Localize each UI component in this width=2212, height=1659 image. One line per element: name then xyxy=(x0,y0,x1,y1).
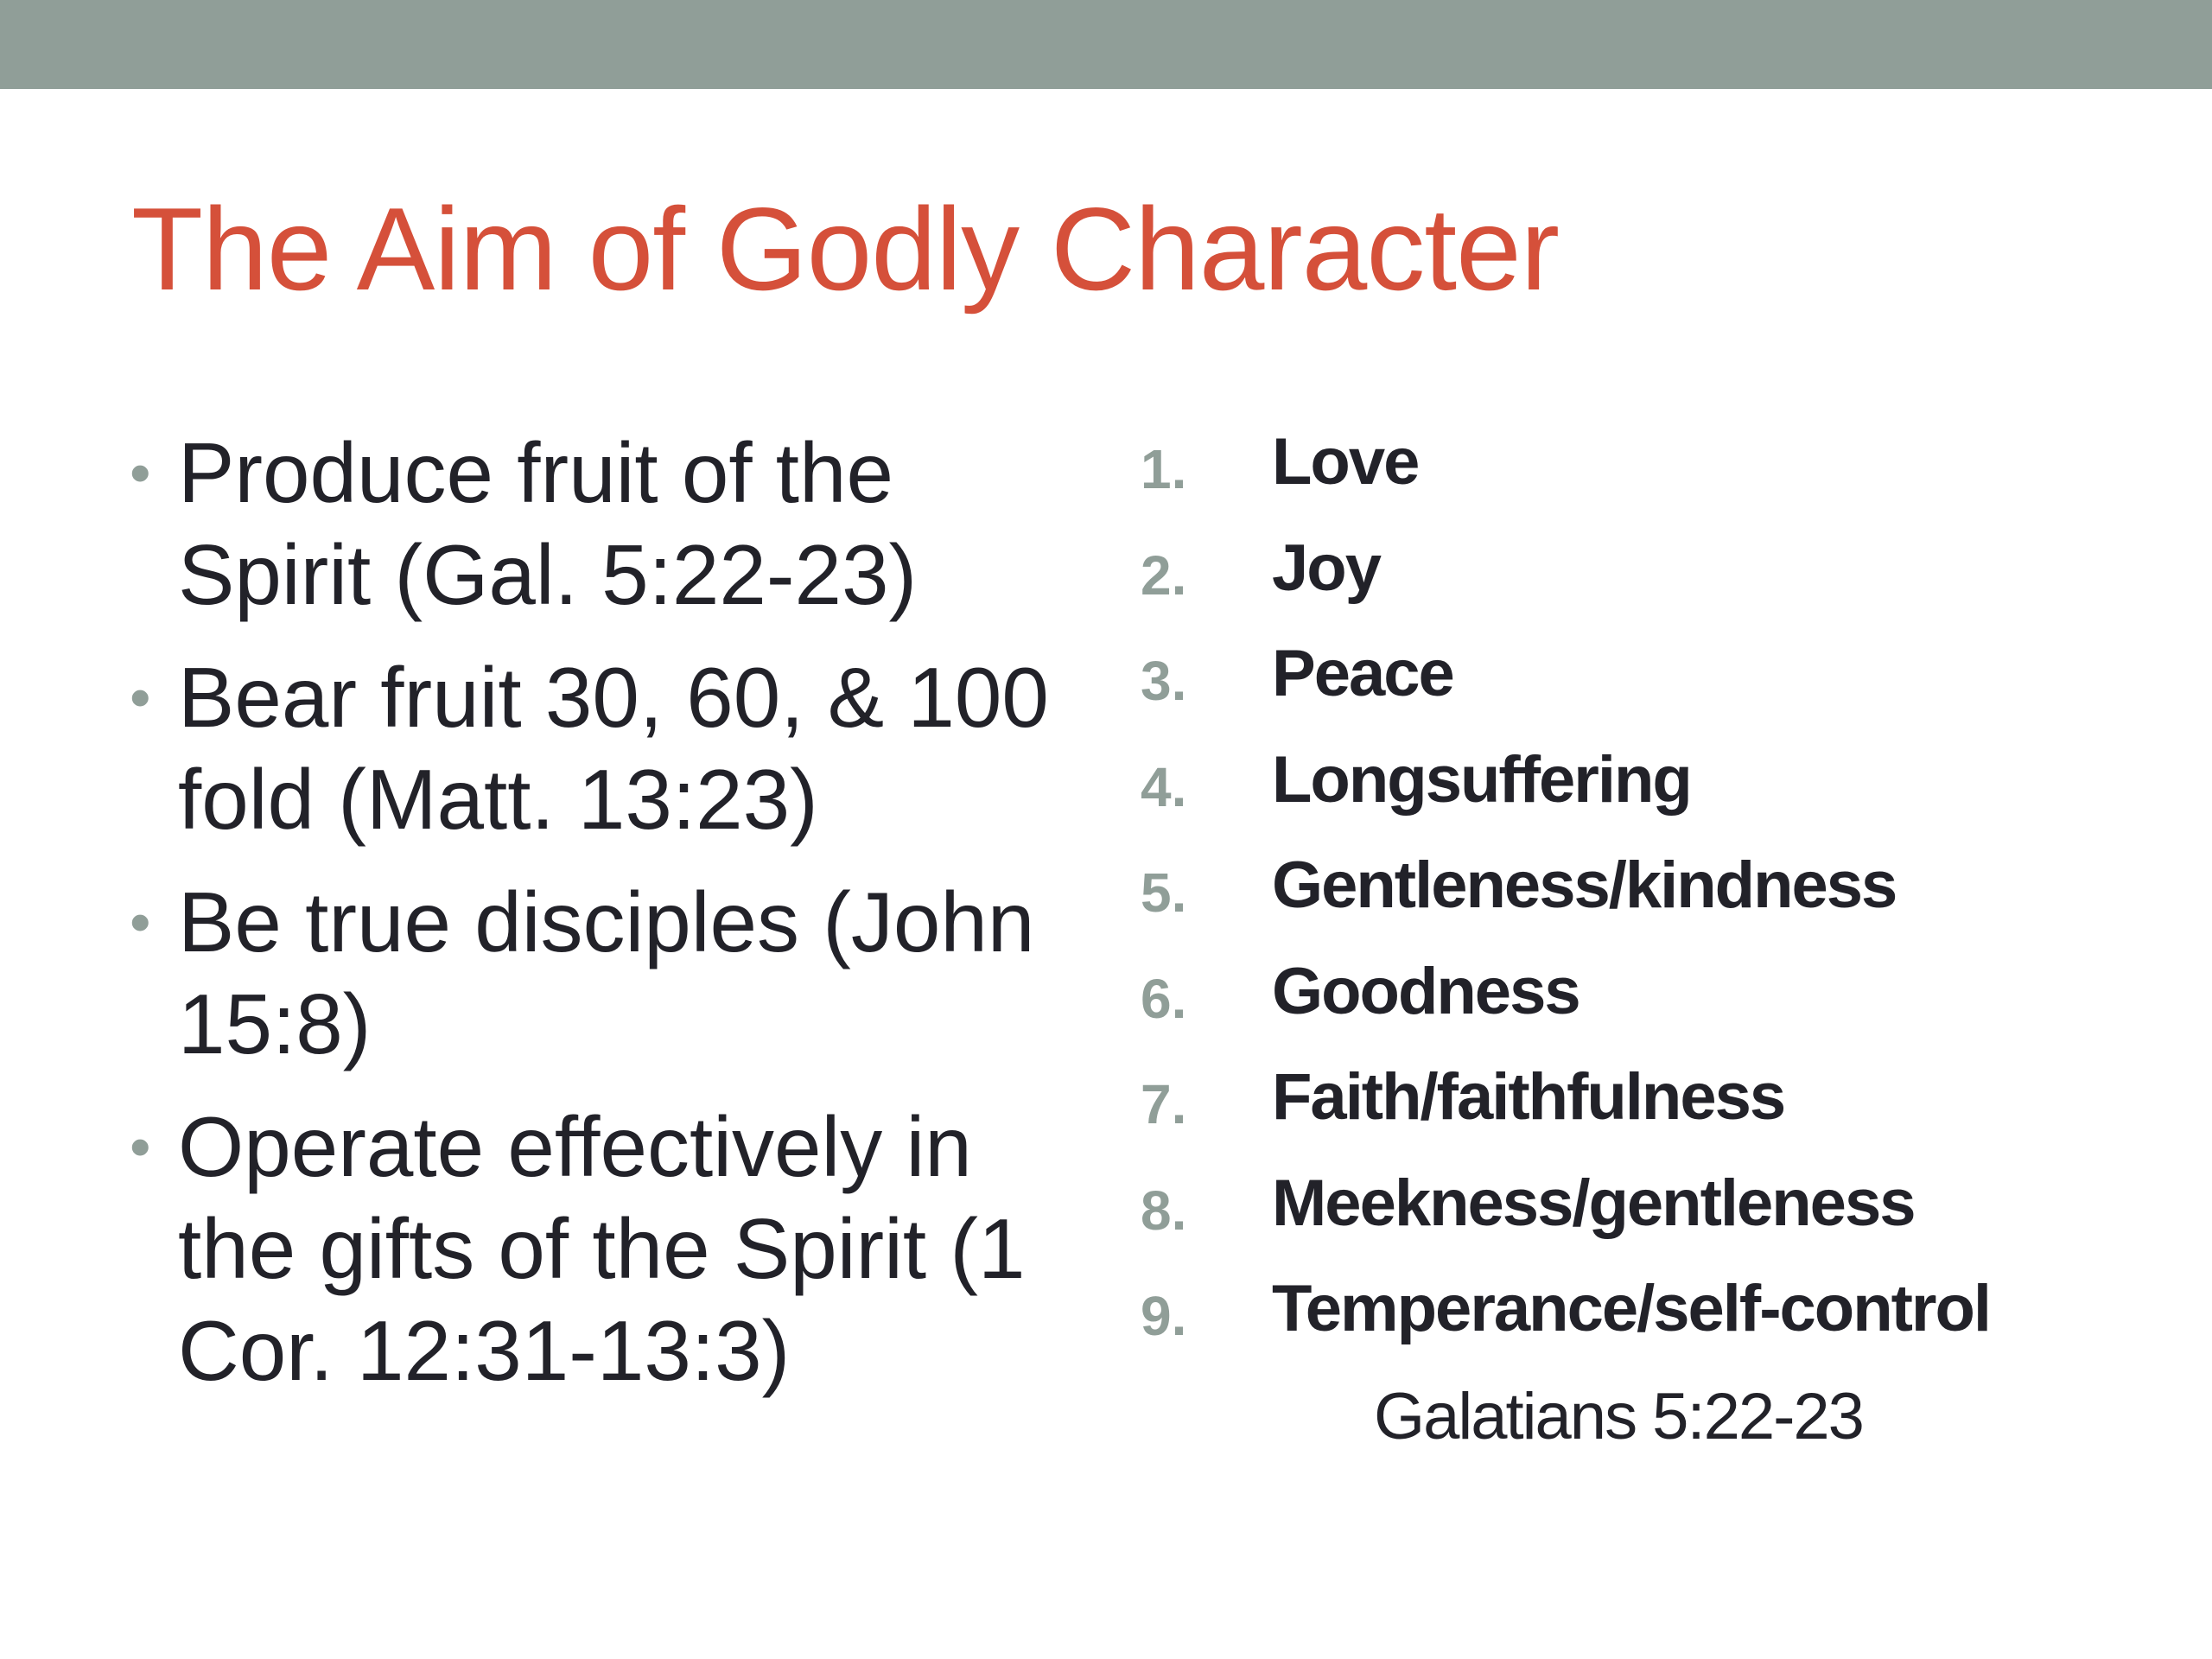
scripture-reference: Galatians 5:22-23 xyxy=(1374,1380,1863,1453)
bullet-item xyxy=(130,871,1089,1075)
list-number: 4. xyxy=(1141,755,1187,818)
top-band xyxy=(0,0,2212,89)
list-number: 6. xyxy=(1141,967,1187,1030)
bullet-dot-icon: • xyxy=(130,888,151,956)
list-number: 2. xyxy=(1141,543,1187,607)
list-number: 7. xyxy=(1141,1073,1187,1135)
list-number: 5. xyxy=(1141,861,1187,924)
slide-title: The Aim of Godly Character xyxy=(131,183,1560,315)
bullet-item xyxy=(130,646,1089,850)
bullet-text: Bear fruit 30, 60, & 100 fold (Matt. 13:23) xyxy=(178,650,1049,847)
list-number: 1. xyxy=(1141,438,1187,500)
list-number: 9. xyxy=(1141,1285,1187,1347)
list-label: Longsuffering xyxy=(1272,742,1691,817)
bullet-dot-icon: • xyxy=(130,664,151,731)
bullet-text: Produce fruit of the Spirit (Gal. 5:22-23) xyxy=(178,425,918,622)
list-label: Peace xyxy=(1272,637,1453,710)
bullet-item xyxy=(130,1096,1089,1402)
list-label: Joy xyxy=(1272,531,1380,605)
bullet-item xyxy=(130,422,1089,626)
list-number: 8. xyxy=(1141,1179,1187,1242)
list-label: Faith/faithfulness xyxy=(1272,1060,1785,1134)
bullet-text: Be true disciples (John 15:8) xyxy=(178,874,1035,1071)
bullet-dot-icon: • xyxy=(130,439,151,506)
list-label: Goodness xyxy=(1272,954,1580,1028)
bullet-text: Operate effectively in the gifts of the Spirit (1 Cor. 12:31-13:3) xyxy=(178,1099,1026,1398)
list-number: 3. xyxy=(1141,650,1187,712)
list-label: Love xyxy=(1272,425,1419,499)
list-label: Meekness/gentleness xyxy=(1272,1166,1915,1240)
list-label: Temperance/self-control xyxy=(1272,1272,1991,1345)
bullet-list xyxy=(130,422,1089,1422)
bullet-dot-icon: • xyxy=(130,1113,151,1180)
list-label: Gentleness/kindness xyxy=(1272,849,1897,922)
